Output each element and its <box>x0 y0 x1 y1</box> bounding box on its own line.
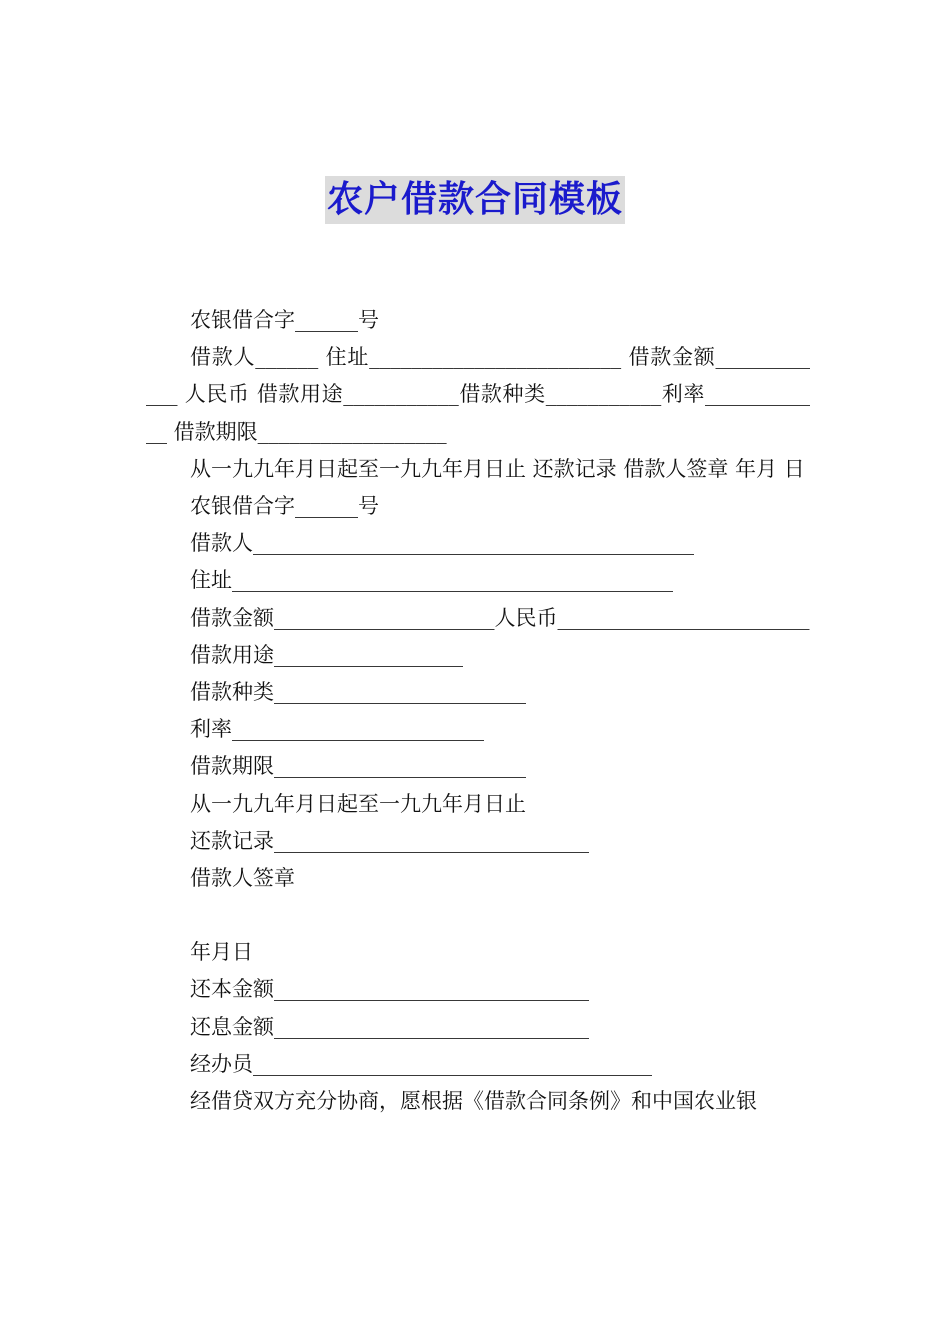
contract-number-line-2: 农银借合字______号 <box>190 494 379 519</box>
contract-number-line: 农银借合字______号 <box>190 308 379 332</box>
document-title: 农户借款合同模板 <box>325 176 625 224</box>
term-summary-paragraph: 从一九九年月日起至一九九年月日止 还款记录 借款人签章 年月 日 <box>190 456 805 481</box>
loan-term-line: 借款期限________________________ <box>190 754 526 779</box>
title-container <box>0 176 950 224</box>
date-line: 年月日 <box>190 940 253 965</box>
interest-repaid-line: 还息金额______________________________ <box>190 1014 589 1039</box>
principal-repaid-line: 还本金额______________________________ <box>190 977 589 1002</box>
loan-purpose-line: 借款用途__________________ <box>190 642 463 667</box>
loan-type-line: 借款种类________________________ <box>190 680 526 705</box>
agreement-intro-paragraph: 经借贷双方充分协商，愿根据《借款合同条例》和中国农业银 <box>190 1089 757 1114</box>
term-period-line: 从一九九年月日起至一九九年月日止 <box>190 791 526 816</box>
blank-line <box>146 897 810 934</box>
borrower-line: 借款人__________________________________________ <box>190 531 694 556</box>
handler-line: 经办员______________________________________ <box>190 1051 652 1076</box>
borrower-summary-paragraph: 借款人______ 住址________________________ 借款金额____________ 人民币 借款用途___________借款种类___________利率____________ 借款期限__________________ <box>146 345 810 444</box>
document-body <box>146 302 810 1120</box>
repayment-record-line: 还款记录______________________________ <box>190 828 589 853</box>
address-line: 住址__________________________________________ <box>190 568 673 593</box>
interest-rate-line: 利率________________________ <box>190 717 484 742</box>
borrower-signature-line: 借款人签章 <box>190 866 295 891</box>
loan-amount-line: 借款金额_____________________人民币________________________ <box>190 605 810 630</box>
